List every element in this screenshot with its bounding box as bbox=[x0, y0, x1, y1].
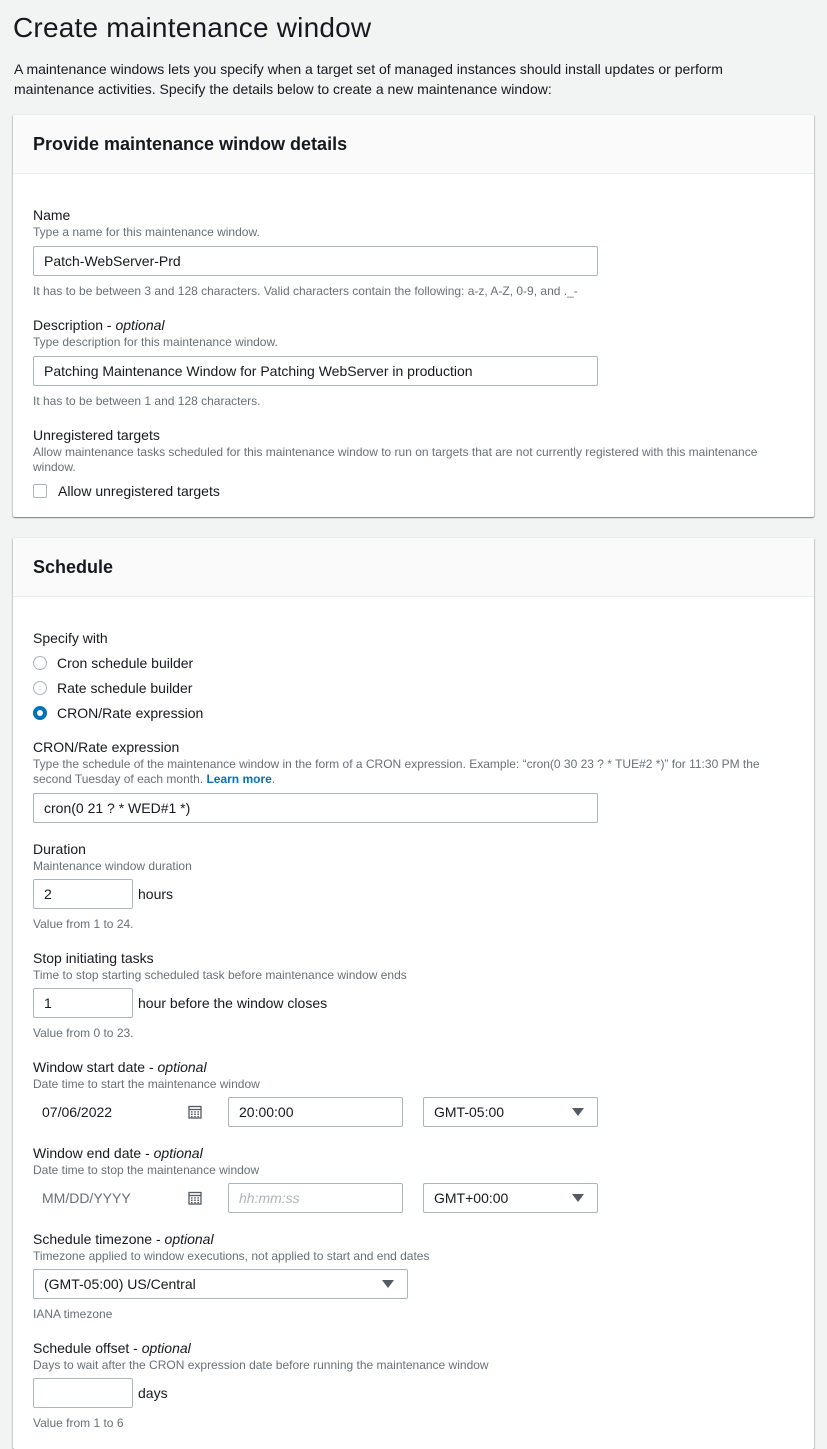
description-hint: Type description for this maintenance window. bbox=[33, 335, 278, 349]
schedule-offset-constraint: Value from 1 to 6 bbox=[33, 1416, 124, 1430]
caret-down-icon[interactable] bbox=[572, 1108, 584, 1116]
cron-input[interactable]: cron(0 21 ? * WED#1 *) bbox=[33, 793, 598, 823]
start-timezone-select[interactable] bbox=[423, 1097, 598, 1127]
learn-more-link[interactable]: Learn more bbox=[206, 772, 272, 786]
schedule-offset-unit: days bbox=[138, 1385, 168, 1401]
duration-constraint: Value from 1 to 24. bbox=[33, 917, 134, 931]
details-panel bbox=[13, 114, 814, 517]
schedule-timezone-value[interactable]: (GMT-05:00) US/Central bbox=[44, 1276, 196, 1292]
unregistered-label: Unregistered targets bbox=[33, 427, 160, 443]
allow-unregistered-checkbox[interactable] bbox=[33, 484, 47, 498]
radio-cron-builder-circle[interactable] bbox=[33, 656, 47, 670]
allow-unregistered-row[interactable] bbox=[33, 483, 794, 499]
start-date-input[interactable] bbox=[33, 1097, 208, 1127]
duration-field bbox=[33, 839, 794, 932]
schedule-offset-label: Schedule offset - optional bbox=[33, 1340, 191, 1356]
page-title: Create maintenance window bbox=[13, 12, 372, 43]
schedule-offset-field bbox=[33, 1338, 794, 1431]
end-date-description: Date time to stop the maintenance window bbox=[33, 1163, 260, 1177]
radio-rate-builder[interactable] bbox=[33, 675, 794, 700]
cron-field bbox=[33, 737, 794, 823]
start-date-label: Window start date - optional bbox=[33, 1059, 207, 1075]
stop-constraint: Value from 0 to 23. bbox=[33, 1026, 134, 1040]
stop-input[interactable]: 1 bbox=[33, 988, 133, 1018]
radio-cron-expression-label[interactable]: CRON/Rate expression bbox=[57, 704, 204, 721]
unregistered-field bbox=[33, 425, 794, 499]
schedule-offset-input[interactable] bbox=[33, 1378, 133, 1408]
name-label: Name bbox=[33, 207, 71, 223]
start-time-input[interactable]: 20:00:00 bbox=[228, 1097, 403, 1127]
details-panel-header: Provide maintenance window details bbox=[13, 115, 814, 174]
page-intro: A maintenance windows lets you specify when a target set of managed instances should install updates or perform maintenance activities. Specify the details below to create a new maintenance window: bbox=[14, 61, 723, 97]
radio-cron-expression-circle[interactable] bbox=[33, 706, 47, 720]
description-label: Description - optional bbox=[33, 317, 165, 333]
schedule-panel-header: Schedule bbox=[13, 538, 814, 597]
start-date-description: Date time to start the maintenance window bbox=[33, 1077, 260, 1091]
caret-down-icon[interactable] bbox=[572, 1194, 584, 1202]
schedule-offset-description: Days to wait after the CRON expression date before running the maintenance window bbox=[33, 1358, 489, 1372]
stop-label: Stop initiating tasks bbox=[33, 950, 154, 966]
schedule-timezone-select[interactable] bbox=[33, 1269, 408, 1299]
start-date-field bbox=[33, 1057, 794, 1127]
schedule-timezone-constraint: IANA timezone bbox=[33, 1307, 113, 1321]
radio-rate-builder-circle[interactable] bbox=[33, 681, 47, 695]
duration-input[interactable]: 2 bbox=[33, 879, 133, 909]
description-input[interactable]: Patching Maintenance Window for Patching WebServer in production bbox=[33, 356, 598, 386]
schedule-panel bbox=[13, 537, 814, 1449]
cron-label: CRON/Rate expression bbox=[33, 739, 180, 755]
duration-label: Duration bbox=[33, 841, 86, 857]
start-timezone-value[interactable]: GMT-05:00 bbox=[434, 1104, 505, 1120]
name-constraint: It has to be between 3 and 128 characters. Valid characters contain the following: a-z, A-Z, 0-9, and ._- bbox=[33, 284, 578, 298]
specify-with-label: Specify with bbox=[33, 630, 108, 646]
name-description: Type a name for this maintenance window. bbox=[33, 225, 260, 239]
allow-unregistered-label[interactable]: Allow unregistered targets bbox=[58, 483, 220, 499]
end-timezone-select[interactable] bbox=[423, 1183, 598, 1213]
stop-field bbox=[33, 948, 794, 1041]
name-field bbox=[33, 205, 794, 299]
radio-cron-expression[interactable] bbox=[33, 700, 794, 725]
schedule-timezone-description: Timezone applied to window executions, not applied to start and end dates bbox=[33, 1249, 430, 1263]
calendar-icon[interactable] bbox=[188, 1105, 202, 1119]
unregistered-description: Allow maintenance tasks scheduled for this maintenance window to run on targets that are not currently registered with this maintenance window. bbox=[33, 445, 758, 474]
caret-down-icon[interactable] bbox=[382, 1280, 394, 1288]
name-input[interactable]: Patch-WebServer-Prd bbox=[33, 246, 598, 276]
end-timezone-value[interactable]: GMT+00:00 bbox=[434, 1190, 509, 1206]
calendar-icon[interactable] bbox=[188, 1191, 202, 1205]
stop-unit: hour before the window closes bbox=[138, 995, 328, 1011]
stop-description: Time to stop starting scheduled task before maintenance window ends bbox=[33, 968, 407, 982]
duration-description: Maintenance window duration bbox=[33, 859, 192, 873]
end-date-label: Window end date - optional bbox=[33, 1145, 203, 1161]
schedule-timezone-field bbox=[33, 1229, 794, 1322]
radio-rate-builder-label[interactable]: Rate schedule builder bbox=[57, 679, 193, 696]
start-date-value[interactable]: 07/06/2022 bbox=[42, 1104, 113, 1120]
radio-cron-builder-label[interactable]: Cron schedule builder bbox=[57, 654, 194, 671]
description-constraint: It has to be between 1 and 128 characters. bbox=[33, 394, 261, 408]
cron-description: Type the schedule of the maintenance window in the form of a CRON expression. Example: “cron(0 30 23 ? * TUE#2 *)” for 11:30 PM the second Tuesday of each month. Learn more. bbox=[33, 757, 760, 786]
duration-unit: hours bbox=[138, 886, 174, 902]
end-date-input[interactable] bbox=[33, 1183, 208, 1213]
radio-cron-builder[interactable] bbox=[33, 650, 794, 675]
end-date-placeholder[interactable]: MM/DD/YYYY bbox=[42, 1190, 131, 1206]
description-field bbox=[33, 315, 794, 409]
specify-with-field bbox=[33, 628, 794, 725]
end-time-input[interactable]: hh:mm:ss bbox=[228, 1183, 403, 1213]
end-date-field bbox=[33, 1143, 794, 1213]
schedule-timezone-label: Schedule timezone - optional bbox=[33, 1231, 214, 1247]
